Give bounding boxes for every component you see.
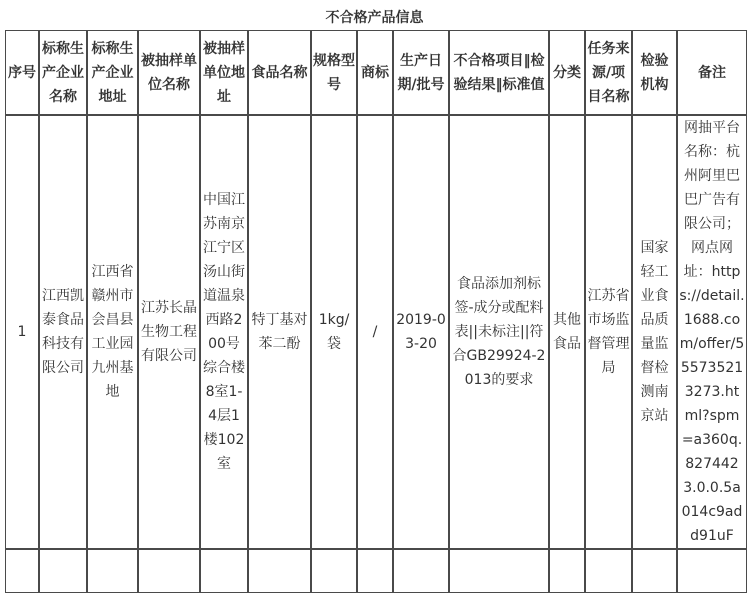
header-cell-category: 分类 [549, 30, 585, 115]
cell-food-name: 特丁基对苯二酚 [248, 115, 311, 549]
header-cell-food-name: 食品名称 [248, 30, 311, 115]
empty-cell [357, 549, 393, 593]
header-cell-remark: 备注 [677, 30, 747, 115]
cell-producer-address: 江西省赣州市会昌县工业园九州基地 [87, 115, 138, 549]
cell-production-date: 2019-03-20 [393, 115, 449, 549]
empty-cell [39, 549, 87, 593]
header-cell-task-source: 任务来源/项目名称 [585, 30, 632, 115]
products-table [5, 30, 747, 593]
cell-sampled-unit-name: 江苏长晶生物工程有限公司 [138, 115, 200, 549]
cell-remark: 网抽平台名称：杭州阿里巴巴广告有限公司；网点网址：https://detail.1688.com/offer/555735213273.html?spm=a360q.8274423.0.0.5a014c9add91uF [677, 115, 747, 549]
empty-cell [311, 549, 357, 593]
table-row [5, 115, 747, 549]
table-header-row [5, 30, 747, 115]
cell-task-source: 江苏省市场监督管理局 [585, 115, 632, 549]
empty-cell [87, 549, 138, 593]
cell-inspection-agency: 国家轻工业食品质量监督检测南京站 [632, 115, 677, 549]
empty-cell [200, 549, 248, 593]
header-cell-producer-name: 标称生产企业名称 [39, 30, 87, 115]
header-cell-sampled-unit-name: 被抽样单位名称 [138, 30, 200, 115]
empty-cell [5, 549, 39, 593]
table-row-partial [5, 549, 747, 593]
header-cell-inspection-agency: 检验机构 [632, 30, 677, 115]
cell-producer-name: 江西凯泰食品科技有限公司 [39, 115, 87, 549]
empty-cell [393, 549, 449, 593]
header-cell-seq: 序号 [5, 30, 39, 115]
cell-failed-item: 食品添加剂标签-成分或配料表||未标注||符合GB29924-2013的要求 [449, 115, 549, 549]
empty-cell [138, 549, 200, 593]
header-cell-brand: 商标 [357, 30, 393, 115]
empty-cell [585, 549, 632, 593]
header-cell-spec: 规格型号 [311, 30, 357, 115]
empty-cell [632, 549, 677, 593]
cell-brand: / [357, 115, 393, 549]
cell-seq: 1 [5, 115, 39, 549]
empty-cell [449, 549, 549, 593]
header-cell-production-date: 生产日期/批号 [393, 30, 449, 115]
cell-spec: 1kg/袋 [311, 115, 357, 549]
header-cell-failed-item: 不合格项目‖检验结果‖标准值 [449, 30, 549, 115]
page-title: 不合格产品信息 [325, 10, 424, 26]
cell-sampled-unit-address: 中国江苏南京江宁区汤山街道温泉西路200号综合楼8室1-4层1楼102室 [200, 115, 248, 549]
header-cell-sampled-unit-address: 被抽样单位地址 [200, 30, 248, 115]
cell-category: 其他食品 [549, 115, 585, 549]
empty-cell [677, 549, 747, 593]
empty-cell [549, 549, 585, 593]
empty-cell [248, 549, 311, 593]
header-cell-producer-address: 标称生产企业地址 [87, 30, 138, 115]
